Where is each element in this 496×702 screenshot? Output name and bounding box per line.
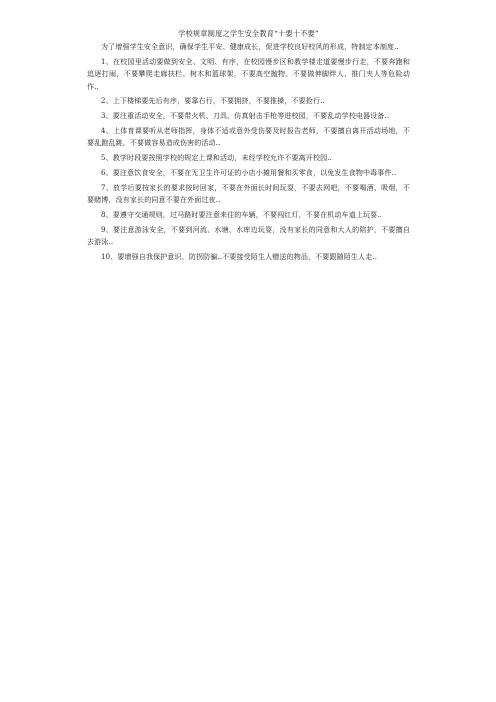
- rule-item-6: 6、要注意饮食安全，不要在无卫生许可证的小店小摊用餐和买零食，以免发生食物中毒事件..: [101, 169, 397, 177]
- document-title: 学校规章制度之学生安全教育“十要十不要”: [178, 29, 319, 38]
- rule-item-7: 7、放学后要按家长的要求按时回家，不要在外面长时间玩耍，不要去网吧，不要喝酒、吸烟，不要赌博，没有家长的同意不要在外面过夜..: [87, 183, 410, 205]
- rule-item-8: 8、要遵守交通规则，过马路时要注意来往的车辆，不要闯红灯，不要在机动车道上玩耍..: [101, 211, 383, 219]
- intro-paragraph: 为了增强学生安全意识，确保学生平安、健康成长，促进学校良好校风的形成，特制定本制度..: [101, 43, 399, 51]
- document-body: [87, 28, 410, 266]
- rule-item-9: 9、要注意游泳安全，不要到河流、水塘、水库边玩耍，没有家长的同意和大人的陪护，不要擅自去游泳..: [87, 225, 410, 247]
- rule-item-10: 10、要增强自我保护意识，防拐防骗..不要接受陌生人赠送的物品，不要跟随陌生人走..: [101, 253, 378, 261]
- rule-item-5: 5、教学时段要按照学校的规定上课和活动，未经学校允许不要离开校园..: [101, 154, 333, 163]
- rule-item-3: 3、要注重活动安全，不要带火机、刀具、仿真射击手枪等进校园，不要乱动学校电器设备..: [101, 112, 390, 121]
- rule-item-2: 2、上下楼梯要先后有序，要靠右行，不要拥挤，不要推搡，不要抢行..: [101, 97, 325, 106]
- rule-item-1: 1、在校园里活动要做到安全、文明、有序，在校园慢步区和教学楼走道要慢步行走，不要奔跑和追逐打闹，不要攀爬走廊扶栏、树木和篮球架，不要高空抛物、不要做伸脚绊人、推门夹人等危险动作..: [87, 57, 410, 91]
- rule-item-4: 4、上体育课要听从老师指挥，身体不适或意外受伤要及时报告老师，不要擅自离开活动场地，不要乱跑乱跳，不要做容易造成伤害的活动..: [87, 127, 410, 148]
